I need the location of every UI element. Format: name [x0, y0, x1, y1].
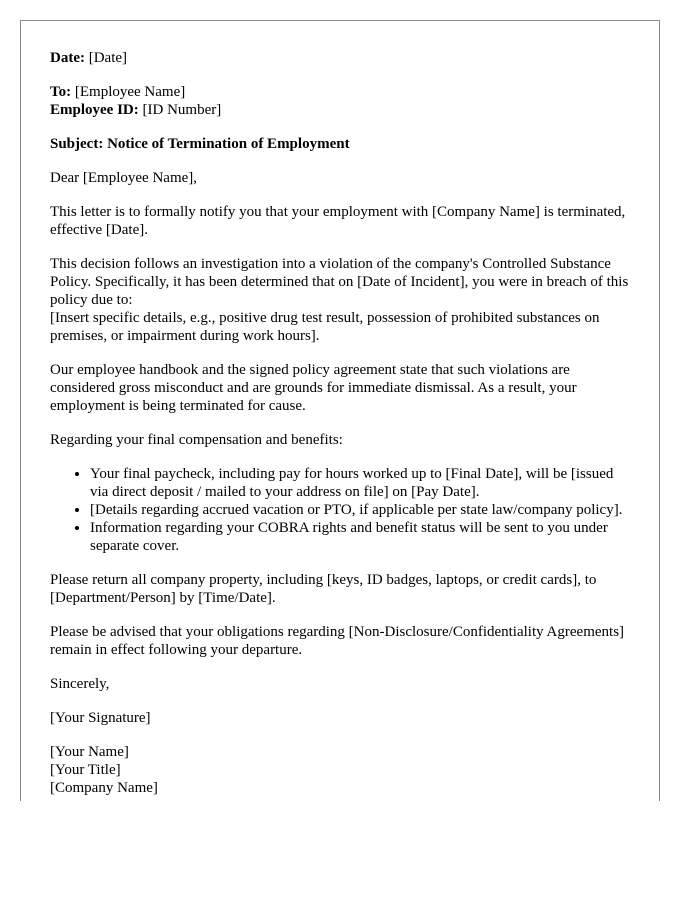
compensation-item-pto: • [Details regarding accrued vacation or PTO, if applicable per state law/company policy]. — [90, 501, 635, 519]
closing: Sincerely, — [50, 676, 110, 692]
compensation-item-cobra: • Information regarding your COBRA rights and benefit status will be sent to you under separate cover. — [90, 519, 635, 555]
employee-id-label: Employee ID: — [50, 102, 139, 118]
paragraph-policy: Our employee handbook and the signed policy agreement state that such violations are considered gross misconduct and are grounds for immediate dismissal. As a result, your employment is being terminated for cause. — [50, 362, 577, 414]
letter-body — [50, 49, 635, 797]
sender-title: [Your Title] — [50, 762, 121, 778]
signature: [Your Signature] — [50, 710, 151, 726]
to-label: To: — [50, 84, 72, 100]
violation-details: [Insert specific details, e.g., positive drug test result, possession of prohibited substances on premises, or impairment during work hours]. — [50, 310, 600, 344]
paragraph-violation — [50, 255, 635, 345]
date-value: [Date] — [88, 50, 128, 66]
letter-page — [20, 20, 660, 801]
violation-description: This decision follows an investigation into a violation of the company's Controlled Substance Policy. Specifically, it has been determined that on [Date of Incident], you were in breach of this policy due to: — [50, 256, 629, 308]
employee-id-line — [50, 101, 635, 119]
employee-id-value: [ID Number] — [142, 102, 222, 118]
paragraph-return-property: Please return all company property, including [keys, ID badges, laptops, or credit cards], to [Department/Person] by [Time/Date]. — [50, 572, 597, 606]
paragraph-obligations: Please be advised that your obligations regarding [Non-Disclosure/Confidentiality Agreements] remain in effect following your departure. — [50, 624, 625, 658]
subject-text: Subject: Notice of Termination of Employment — [50, 136, 350, 152]
date-label: Date: — [50, 50, 85, 66]
sender-company: [Company Name] — [50, 780, 158, 796]
to-line — [50, 83, 635, 101]
subject-line — [50, 135, 635, 153]
to-value: [Employee Name] — [74, 84, 186, 100]
compensation-intro: Regarding your final compensation and benefits: — [50, 432, 343, 448]
sender-name: [Your Name] — [50, 744, 129, 760]
compensation-list — [50, 465, 635, 555]
salutation: Dear [Employee Name], — [50, 170, 198, 186]
paragraph-termination-notice: This letter is to formally notify you that your employment with [Company Name] is terminated, effective [Date]. — [50, 204, 626, 238]
compensation-item-paycheck: • Your final paycheck, including pay for hours worked up to [Final Date], will be [issued via direct deposit / mailed to your address on file] on [Pay Date]. — [90, 465, 635, 501]
date-line — [50, 49, 635, 67]
